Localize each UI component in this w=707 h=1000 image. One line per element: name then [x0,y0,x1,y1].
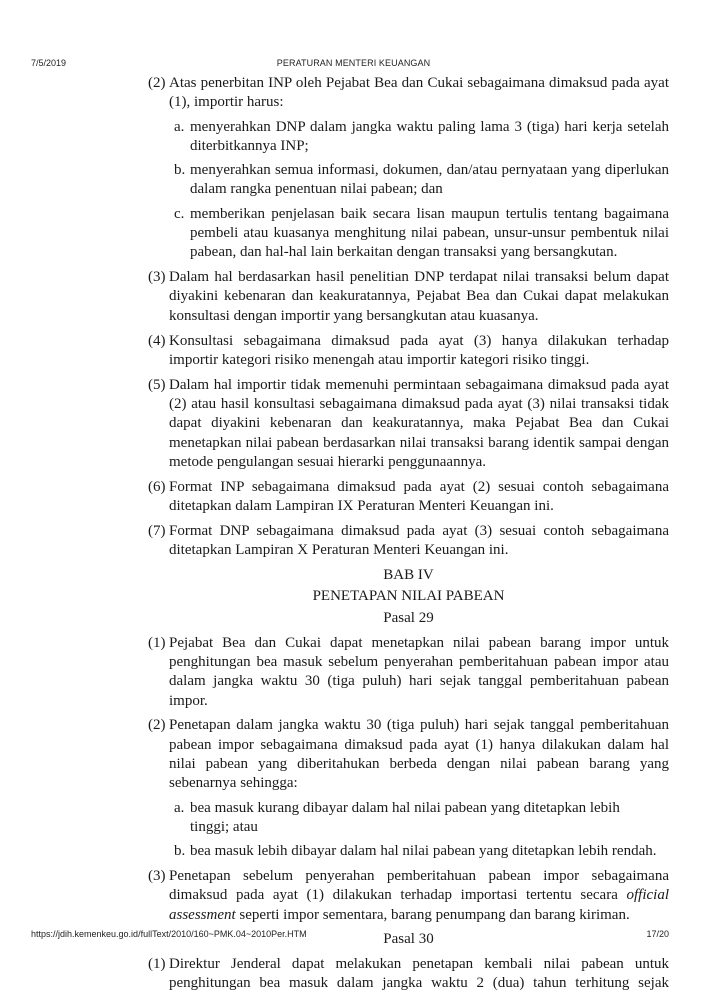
pasal-29-ayat-2 [148,716,669,861]
sub-text: bea masuk kurang dibayar dalam hal nilai pabean yang ditetapkan lebih tinggi; atau [190,799,620,835]
sub-item-c [174,205,669,263]
ayat-4 [148,332,669,371]
ayat-text: Dalam hal importir tidak memenuhi permintaan sebagaimana dimaksud pada ayat (2) atau hasil konsultasi sebagaimana dimaksud pada ayat (3) nilai transaksi tidak dapat diyakini kebenaran dan keakuratannya, maka Pejabat Bea dan Cukai menetapkan nilai pabean berdasarkan nilai transaksi barang identik sampai dengan metode pengulangan sesuai hierarki penggunaannya. [169,376,669,470]
ayat-text: Format DNP sebagaimana dimaksud pada ayat (3) sesuai contoh sebagaimana ditetapkan Lampiran X Peraturan Menteri Keuangan ini. [169,522,669,559]
sub-item-b [174,161,669,200]
sub-text: bea masuk lebih dibayar dalam hal nilai pabean yang ditetapkan lebih rendah. [190,843,657,860]
sub-item-a [174,799,669,838]
ayat-text: Pejabat Bea dan Cukai dapat menetapkan nilai pabean barang impor untuk penghitungan bea masuk sebelum penyerahan pemberitahuan pabean impor atau dalam jangka waktu 30 (tiga puluh) hari sejak tanggal pemberitahuan pabean impor. [169,634,669,709]
header-date: 7/5/2019 [31,58,67,68]
ayat-text: Atas penerbitan INP oleh Pejabat Bea dan Cukai sebagaimana dimaksud pada ayat (1), importir harus: [169,75,669,111]
ayat-text: Dalam hal berdasarkan hasil penelitian DNP terdapat nilai transaksi belum dapat diyakini kebenaran dan keakuratannya, Pejabat Bea dan Cukai dapat melakukan konsultasi dengan importir yang bersangkutan atau kuasanya. [169,269,669,324]
sub-item-a [174,118,669,157]
ayat-5 [148,376,669,472]
pasal-30-ayat-1 [148,955,669,994]
sub-label: c. [174,205,185,222]
pasal-29-title: Pasal 29 [383,610,434,627]
ayat-number: (1) [148,634,166,651]
ayat-number: (3) [148,269,166,286]
ayat-text: Konsultasi sebagaimana dimaksud pada ayat (3) hanya dilakukan terhadap importir kategori risiko menengah atau importir kategori risiko tinggi. [169,332,669,368]
ayat-number: (1) [148,955,166,972]
ayat-text-part: Penetapan sebelum penyerahan pemberitahuan pabean impor sebagaimana dimaksud pada ayat (1) dilakukan terhadap importasi tertentu secara [169,867,669,904]
ayat-6 [148,478,669,517]
sub-label: b. [174,162,186,179]
ayat-number: (6) [148,478,166,495]
footer-page-number: 17/20 [646,929,669,939]
ayat-number: (5) [148,376,166,393]
pasal-30-title: Pasal 30 [383,931,434,948]
pasal-29-ayat-1 [148,634,669,711]
ayat-2 [148,74,669,263]
sub-text: menyerahkan DNP dalam jangka waktu paling lama 3 (tiga) hari kerja setelah diterbitkannya INP; [190,118,669,154]
sub-item-b [174,842,669,861]
bab-title: PENETAPAN NILAI PABEAN [312,588,505,605]
ayat-7 [148,522,669,561]
ayat-text-italic: official assessment [169,887,669,923]
sub-label: b. [174,843,186,860]
ayat-number: (4) [148,332,166,349]
ayat-text: Penetapan dalam jangka waktu 30 (tiga puluh) hari sejak tanggal pemberitahuan pabean impor sebagaimana dimaksud pada ayat (1) hanya dilakukan dalam hal nilai pabean yang diberitahukan berbeda dengan nilai pabean barang yang sebenarnya sehingga: [169,717,669,792]
bab-label: BAB IV [383,566,434,583]
ayat-text-part: seperti impor sementara, barang penumpang dan barang kiriman. [235,906,630,923]
ayat-3 [148,268,669,326]
sub-label: a. [174,118,185,135]
ayat-text [169,867,669,925]
ayat-text: Direktur Jenderal dapat melakukan penetapan kembali nilai pabean untuk penghitungan bea masuk dalam jangka waktu 2 (dua) tahun terhitung sejak [169,955,669,991]
ayat-number: (2) [148,717,166,734]
ayat-number: (7) [148,522,166,539]
pasal-29-ayat-3 [148,867,669,925]
sub-text: menyerahkan semua informasi, dokumen, dan/atau pernyataan yang diperlukan dalam rangka penentuan nilai pabean; dan [190,162,669,198]
header-title: PERATURAN MENTERI KEUANGAN [276,58,431,68]
ayat-text: Format INP sebagaimana dimaksud pada ayat (2) sesuai contoh sebagaimana ditetapkan dalam Lampiran IX Peraturan Menteri Keuangan ini. [169,478,669,514]
ayat-number: (3) [148,867,166,884]
document-body [148,74,669,999]
sub-label: a. [174,799,185,816]
sub-text: memberikan penjelasan baik secara lisan maupun tertulis tentang bagaimana pembeli atau kuasanya menghitung nilai pabean, unsur-unsur pembentuk nilai pabean, dan hal-hal lain berkaitan dengan transaksi yang bersangkutan. [190,205,669,261]
footer-url: https://jdih.kemenkeu.go.id/fullText/2010/160~PMK.04~2010Per.HTM [31,929,307,939]
ayat-number: (2) [148,75,166,91]
